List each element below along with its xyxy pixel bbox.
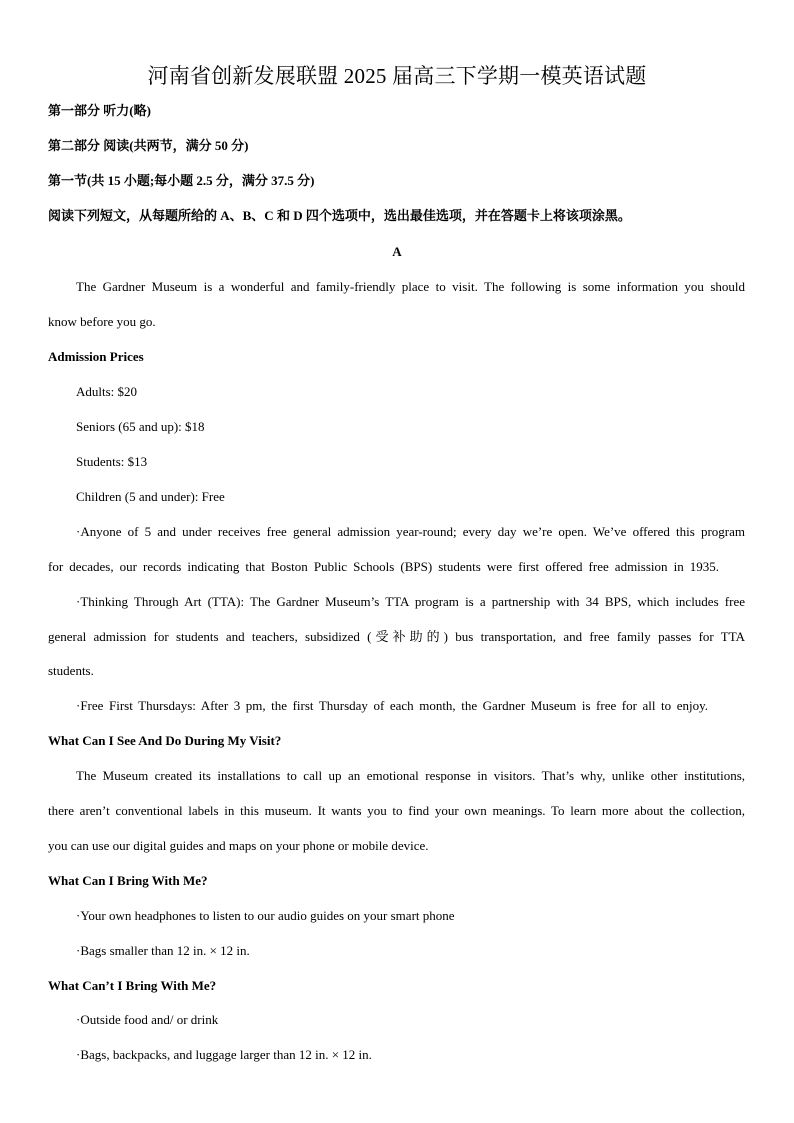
bullet2-line-2: general admission for students and teachers, subsidized (受补助的) bus transportation, and free family passes for TTA [48,629,745,644]
bring-item-bags: ·Bags smaller than 12 in. × 12 in. [76,943,250,958]
bullet2-line-1: ·Thinking Through Art (TTA): The Gardner Museum’s TTA program is a partnership with 34 BPS, which includes free [76,594,745,609]
passage-label: A [392,244,402,259]
section1-heading: 第一节(共 15 小题;每小题 2.5 分，满分 37.5 分) [48,173,315,188]
see-line-1: The Museum created its installations to call up an emotional response in visitors. That’s why, unlike other institutions, [76,768,745,783]
bullet1-line-1: ·Anyone of 5 and under receives free general admission year-round; every day we’re open. We’ve offered this program [76,524,745,539]
admission-heading: Admission Prices [48,349,144,364]
cant-item-bags: ·Bags, backpacks, and luggage larger than 12 in. × 12 in. [76,1047,372,1062]
part2-heading: 第二部分 阅读(共两节，满分 50 分) [48,138,249,153]
bring-item-headphones: ·Your own headphones to listen to our audio guides on your smart phone [76,908,455,923]
see-line-3: you can use our digital guides and maps on your phone or mobile device. [48,838,429,853]
part1-heading: 第一部分 听力(略) [48,103,151,118]
intro-line-2: know before you go. [48,314,156,329]
price-seniors: Seniors (65 and up): $18 [76,419,205,434]
price-children: Children (5 and under): Free [76,489,225,504]
price-students: Students: $13 [76,454,148,469]
see-heading: What Can I See And Do During My Visit? [48,733,282,748]
bullet1-line-2: for decades, our records indicating that Boston Public Schools (BPS) students were first offered free admission in 1935. [48,559,719,574]
bring-heading: What Can I Bring With Me? [48,873,208,888]
price-adults: Adults: $20 [76,384,138,399]
bullet3: ·Free First Thursdays: After 3 pm, the first Thursday of each month, the Gardner Museum is free for all to enjoy. [76,698,708,713]
instruction-text: 阅读下列短文，从每题所给的 A、B、C 和 D 四个选项中，选出最佳选项，并在答题卡上将该项涂黑。 [48,208,631,223]
page-title: 河南省创新发展联盟 2025 届高三下学期一模英语试题 [147,64,647,88]
see-line-2: there aren’t conventional labels in this museum. It wants you to find your own meanings. To learn more about the collection, [48,803,745,818]
bullet2-line-3: students. [48,663,94,678]
cant-bring-heading: What Can’t I Bring With Me? [48,978,217,993]
cant-item-food: ·Outside food and/ or drink [76,1012,219,1027]
intro-line-1: The Gardner Museum is a wonderful and family-friendly place to visit. The following is some information you should [76,279,745,294]
